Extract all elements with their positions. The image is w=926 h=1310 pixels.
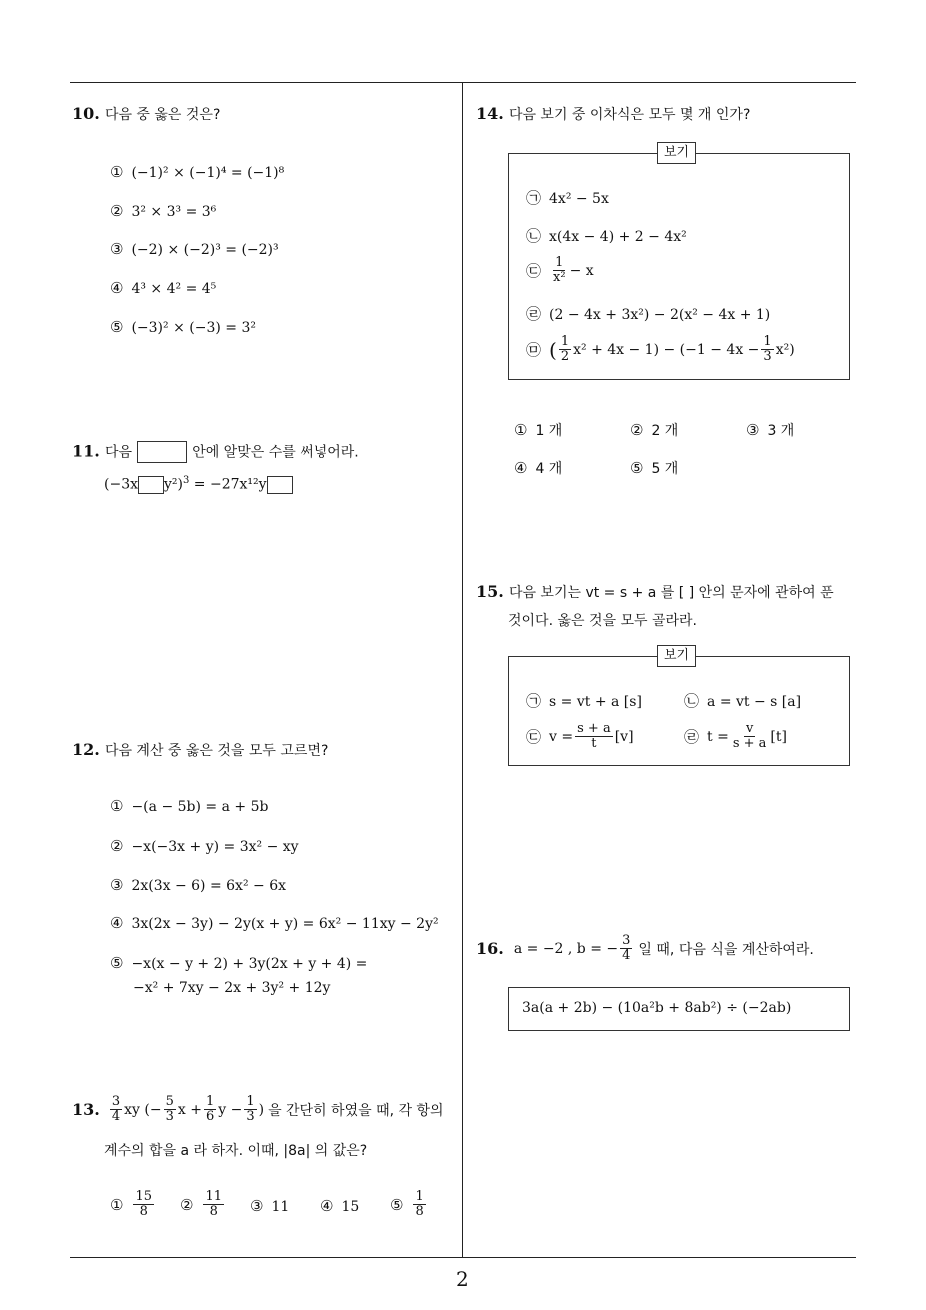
question-text-before: 다음 — [104, 444, 132, 461]
option-mark: ⑤ — [630, 459, 644, 477]
denominator: 8 — [415, 1204, 424, 1219]
option-mark: ⑤ — [110, 954, 124, 972]
bottom-rule — [70, 1257, 856, 1258]
item-expression: x² + 4x − 1) − (−1 − 4x − — [573, 341, 760, 358]
q13-option-2[interactable] — [180, 1190, 226, 1219]
question-text: 다음 보기는 vt = s + a 를 [ ] 안의 문자에 관하여 푼 — [508, 585, 834, 601]
numerator: 3 — [622, 933, 631, 948]
q15-item-2 — [684, 690, 801, 711]
item-mark: ㉡ — [526, 227, 542, 245]
item-expression: v = — [549, 728, 574, 745]
condition-fraction — [620, 934, 632, 963]
option-expression: 2x(3x − 6) = 6x² − 6x — [131, 878, 286, 894]
item-expression: x(4x − 4) + 2 − 4x² — [549, 229, 687, 245]
expression-part: y²) — [164, 476, 183, 493]
option-label: 4 개 — [535, 461, 563, 477]
option-mark: ② — [110, 837, 124, 855]
item-expression: (2 − 4x + 3x²) − 2(x² − 4x + 1) — [549, 307, 771, 323]
item-expression: x²) — [775, 341, 795, 358]
expression-part: ) — [258, 1101, 265, 1118]
blank-exponent-y[interactable] — [267, 476, 293, 494]
question-number: 10. — [72, 104, 100, 123]
option-fraction — [413, 1190, 425, 1219]
question-14 — [476, 104, 750, 124]
item-expression: a = vt − s [a] — [707, 694, 802, 710]
item-expression: [t] — [770, 728, 787, 745]
item-fraction — [761, 335, 773, 364]
option-mark: ⑤ — [110, 318, 124, 336]
q14-item-1 — [526, 187, 609, 208]
option-expression: 3² × 3³ = 3⁶ — [131, 204, 217, 220]
q11-expression — [104, 475, 293, 494]
numerator: 1 — [763, 334, 772, 349]
q14-option-3[interactable] — [746, 420, 794, 440]
numerator: 11 — [205, 1189, 222, 1204]
numerator: 1 — [555, 255, 564, 270]
item-expression: [v] — [614, 728, 634, 745]
option-mark: ④ — [514, 459, 528, 477]
q14-item-3 — [526, 256, 594, 285]
q14-item-2 — [526, 225, 687, 246]
numerator: s + a — [577, 721, 611, 736]
denominator: 3 — [165, 1109, 174, 1124]
q10-option-2[interactable] — [110, 202, 216, 220]
top-rule — [70, 82, 856, 83]
question-number: 13. — [72, 1100, 100, 1119]
expression-part: x + — [177, 1101, 202, 1118]
option-value: 15 — [341, 1199, 360, 1215]
q15-item-4 — [684, 722, 787, 751]
option-expression: −(a − 5b) = a + 5b — [131, 799, 269, 815]
numerator: 1 — [205, 1094, 215, 1109]
item-mark: ㉡ — [684, 692, 700, 710]
option-mark: ② — [110, 202, 124, 220]
option-expression: (−3)² × (−3) = 3² — [131, 320, 256, 336]
fraction-1-3 — [244, 1095, 256, 1124]
item-expression: 4x² − 5x — [549, 191, 609, 207]
q12-option-5-continued: −x² + 7xy − 2x + 3y² + 12y — [133, 980, 331, 996]
option-expression: −x(−3x + y) = 3x² − xy — [131, 839, 299, 855]
question-15 — [476, 582, 834, 602]
item-mark: ㉢ — [526, 728, 542, 746]
q10-option-4[interactable] — [110, 279, 216, 297]
option-expression: (−2) × (−2)³ = (−2)³ — [131, 242, 279, 258]
option-mark: ① — [514, 421, 528, 439]
item-fraction — [559, 335, 571, 364]
option-mark: ③ — [110, 876, 124, 894]
q12-option-1[interactable] — [110, 797, 268, 815]
q12-option-3[interactable] — [110, 876, 286, 894]
question-text: 다음 중 옳은 것은? — [104, 107, 221, 123]
q14-option-4[interactable] — [514, 458, 562, 478]
denominator: 6 — [205, 1109, 215, 1124]
denominator: 3 — [763, 349, 772, 364]
outer-exponent: 3 — [182, 475, 190, 486]
q12-option-2[interactable] — [110, 837, 299, 855]
q10-option-3[interactable] — [110, 240, 279, 258]
option-expression: (−1)² × (−1)⁴ = (−1)⁸ — [131, 165, 285, 181]
item-fraction — [731, 722, 769, 751]
denominator: 4 — [111, 1109, 121, 1124]
option-mark: ② — [630, 421, 644, 439]
option-expression: 4³ × 4² = 4⁵ — [131, 281, 217, 297]
question-text: 다음 계산 중 옳은 것을 모두 고르면? — [104, 743, 329, 759]
numerator: 15 — [135, 1189, 152, 1204]
item-mark: ㉣ — [526, 305, 542, 323]
q14-option-2[interactable] — [630, 420, 678, 440]
q13-option-1[interactable] — [110, 1190, 156, 1219]
option-fraction — [133, 1190, 154, 1219]
question-text: 다음 보기 중 이차식은 모두 몇 개 인가? — [508, 107, 751, 123]
numerator: 1 — [560, 334, 570, 349]
option-fraction — [203, 1190, 224, 1219]
numerator: 1 — [415, 1189, 424, 1204]
question-12 — [72, 740, 328, 760]
expression-part: xy (− — [124, 1101, 162, 1118]
fraction-1-6 — [204, 1095, 216, 1124]
question-number: 15. — [476, 582, 504, 601]
option-mark: ① — [110, 797, 124, 815]
q16-expression: 3a(a + 2b) − (10a²b + 8ab²) ÷ (−2ab) — [522, 1000, 792, 1016]
option-mark: ③ — [746, 421, 760, 439]
column-divider — [462, 82, 463, 1258]
item-mark: ㉠ — [526, 692, 542, 710]
question-10 — [72, 104, 220, 124]
denominator: 8 — [139, 1204, 148, 1219]
item-fraction — [575, 722, 613, 751]
item-mark: ㉤ — [526, 341, 542, 359]
q13-option-5[interactable] — [390, 1190, 428, 1219]
item-expression: s = vt + a [s] — [549, 694, 642, 710]
item-fraction — [551, 256, 568, 285]
item-expression: t = — [707, 728, 729, 745]
question-13 — [72, 1095, 444, 1124]
denominator: x² — [553, 270, 566, 285]
question-number: 14. — [476, 104, 504, 123]
q12-option-4[interactable] — [110, 914, 439, 932]
q14-item-5 — [526, 335, 795, 364]
item-expression: − x — [569, 262, 594, 279]
q15-item-3 — [526, 722, 634, 751]
question-13-text-line2: 계수의 합을 a 라 하자. 이때, |8a| 의 값은? — [104, 1143, 368, 1159]
question-number: 16. — [476, 939, 504, 958]
q14-example-label: 보기 — [657, 142, 696, 164]
q14-item-4 — [526, 303, 770, 324]
option-expression: 3x(2x − 3y) − 2y(x + y) = 6x² − 11xy − 2y² — [131, 916, 439, 932]
question-number: 12. — [72, 740, 100, 759]
option-label: 5 개 — [651, 461, 679, 477]
denominator: t — [591, 736, 597, 751]
numerator: 5 — [165, 1094, 174, 1109]
expression-part: y − — [218, 1101, 243, 1118]
q12-option-5[interactable] — [110, 954, 367, 972]
question-text: 일 때, 다음 식을 계산하여라. — [638, 941, 814, 958]
q10-option-1[interactable] — [110, 163, 284, 181]
q15-item-1 — [526, 690, 642, 711]
question-11 — [72, 441, 359, 463]
expression-part: = −27x¹²y — [189, 476, 267, 493]
blank-exponent-x[interactable] — [138, 476, 164, 494]
question-16 — [476, 934, 814, 963]
item-mark: ㉠ — [526, 189, 542, 207]
denominator: 8 — [209, 1204, 218, 1219]
condition-expression: a = −2 , b = − — [513, 940, 619, 957]
question-text-after: 안에 알맞은 수를 써넣어라. — [192, 444, 359, 461]
option-label: 1 개 — [535, 423, 563, 439]
option-value: 11 — [271, 1199, 290, 1215]
option-mark: ⑤ — [390, 1195, 404, 1214]
fraction-3-4 — [110, 1095, 122, 1124]
option-mark: ③ — [110, 240, 124, 258]
fraction-5-3 — [164, 1095, 176, 1124]
option-mark: ④ — [320, 1197, 334, 1215]
item-expression: ( — [549, 337, 557, 362]
denominator: 3 — [246, 1109, 255, 1124]
option-mark: ② — [180, 1195, 194, 1214]
numerator: v — [745, 721, 754, 736]
answer-blank[interactable] — [137, 441, 187, 463]
option-mark: ① — [110, 1195, 124, 1214]
option-label: 2 개 — [651, 423, 679, 439]
denominator: s + a — [732, 736, 767, 751]
q10-option-5[interactable] — [110, 318, 256, 336]
question-text: 을 간단히 하였을 때, 각 항의 — [268, 1102, 444, 1119]
expression-part: (−3x — [104, 476, 138, 493]
q15-example-label: 보기 — [657, 645, 696, 667]
numerator: 1 — [246, 1094, 255, 1109]
item-mark: ㉣ — [684, 728, 700, 746]
option-mark: ③ — [250, 1197, 264, 1215]
q14-option-1[interactable] — [514, 420, 562, 440]
q13-option-4[interactable] — [320, 1197, 359, 1215]
option-expression: −x(x − y + 2) + 3y(2x + y + 4) = — [131, 956, 368, 972]
option-mark: ④ — [110, 279, 124, 297]
q13-option-3[interactable] — [250, 1197, 289, 1215]
option-mark: ④ — [110, 914, 124, 932]
question-15-text-line2: 것이다. 옳은 것을 모두 골라라. — [508, 613, 697, 629]
option-mark: ① — [110, 163, 124, 181]
page-number: 2 — [456, 1267, 469, 1291]
question-number: 11. — [72, 441, 100, 461]
denominator: 4 — [622, 948, 631, 963]
denominator: 2 — [560, 349, 570, 364]
item-mark: ㉢ — [526, 262, 542, 280]
option-label: 3 개 — [767, 423, 795, 439]
numerator: 3 — [111, 1094, 121, 1109]
q14-option-5[interactable] — [630, 458, 678, 478]
